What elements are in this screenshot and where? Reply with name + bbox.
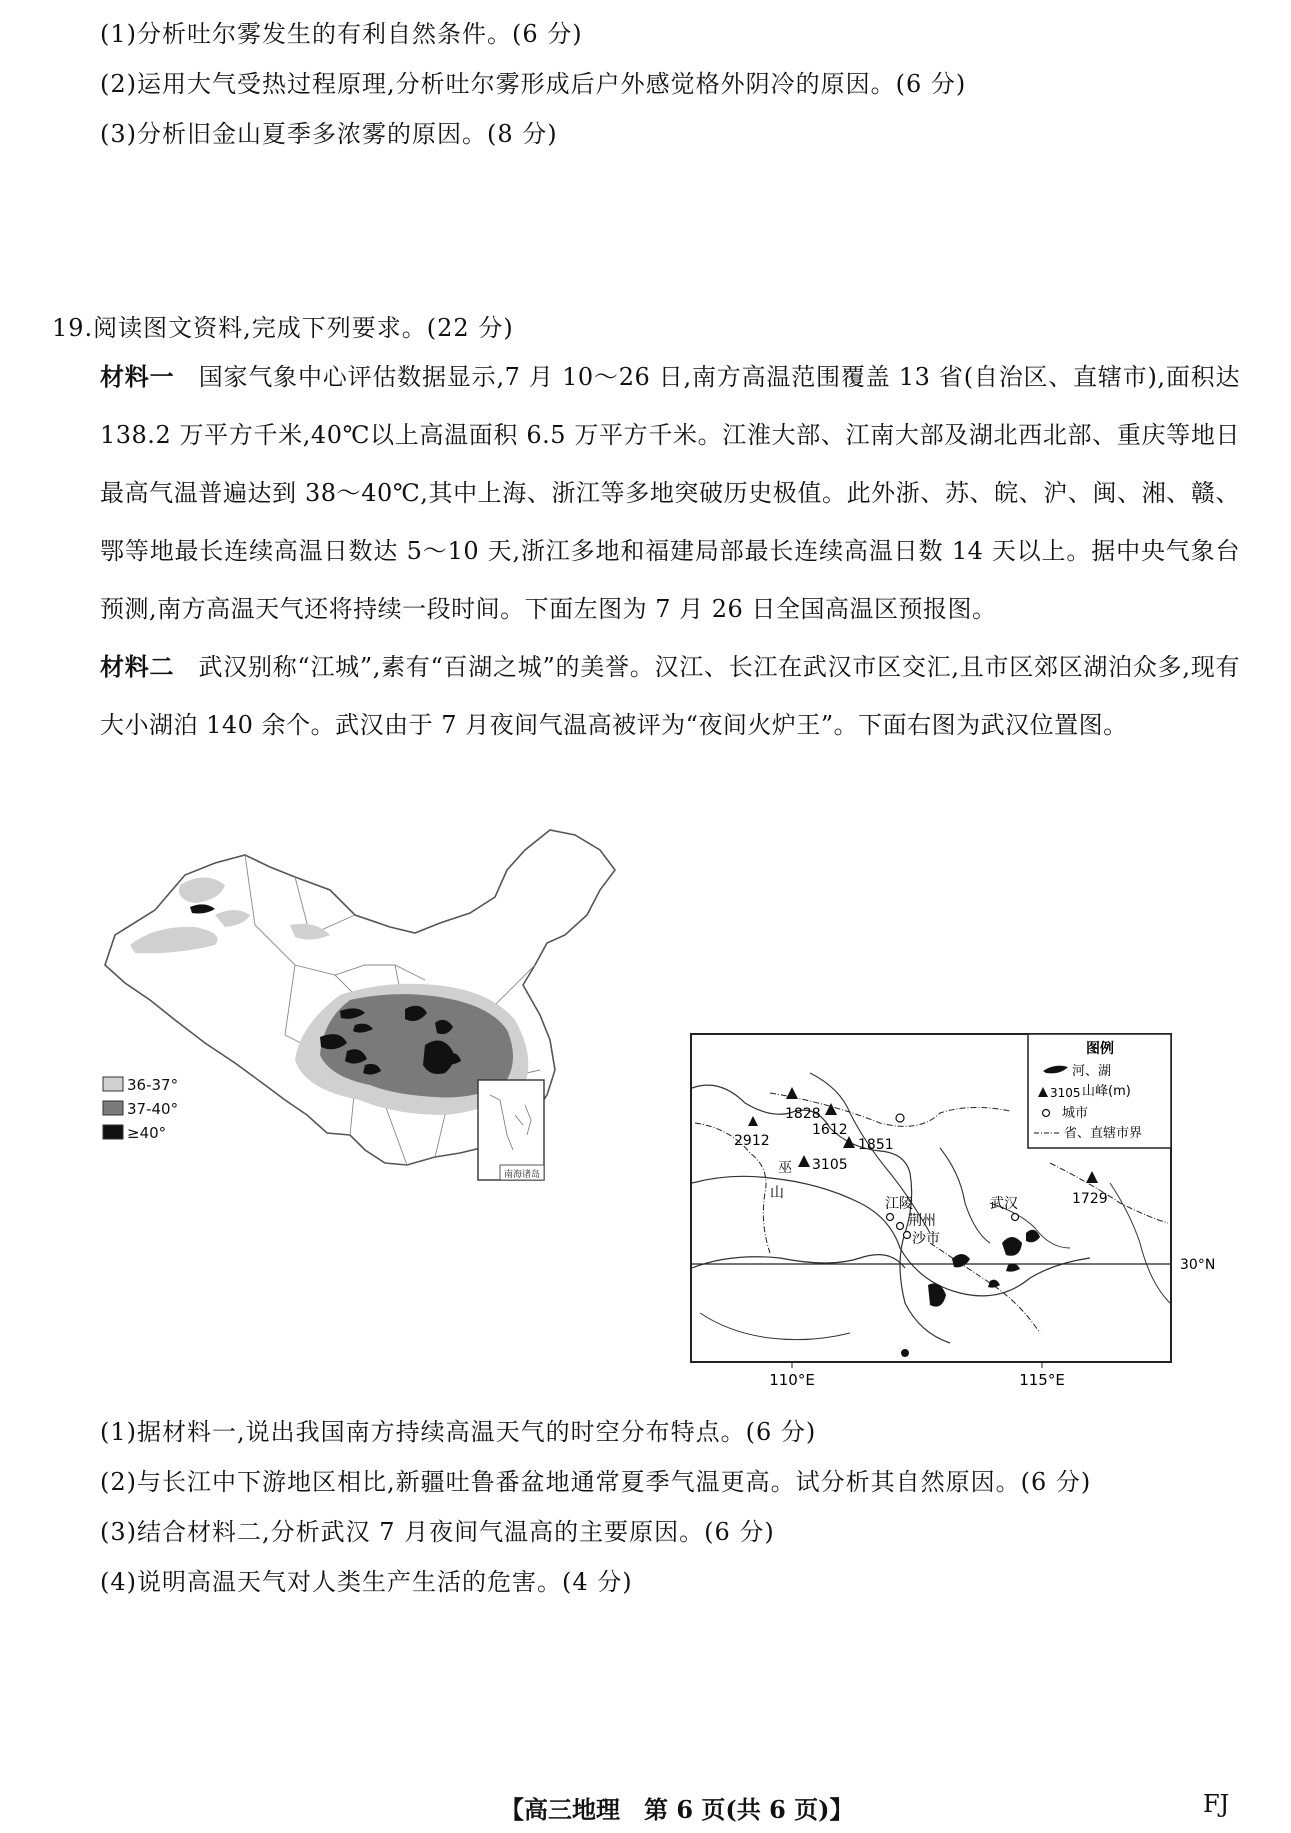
- material-1-text: 国家气象中心评估数据显示,7 月 10～26 日,南方高温范围覆盖 13 省(自治区、直辖市),面积达 138.2 万平方千米,40℃以上高温面积 6.5 万平方千米。江淮大部、江南大部及湖北西北部、重庆等地日最高气温普遍达到 38～40℃,其中上海、浙江等多地突破历史极值。此外浙、苏、皖、沪、闽、湘、赣、鄂等地最长连续高温日数达 5～10 天,浙江多地和福建局部最长连续高温日数 14 天以上。据中央气象台预测,南方高温天气还将持续一段时间。下面左图为 7 月 26 日全国高温区预报图。: [100, 363, 1240, 623]
- material-2-text: 武汉别称“江城”,素有“百湖之城”的美誉。汉江、长江在武汉市区交汇,且市区郊区湖泊众多,现有大小湖泊 140 余个。武汉由于 7 月夜间气温高被评为“夜间火炉王”。下面右图为武汉位置图。: [100, 653, 1241, 739]
- china-heat-map-svg: [95, 815, 655, 1205]
- legend-title: 图例: [1086, 1041, 1114, 1057]
- legend-item-city: 城市: [1062, 1106, 1089, 1121]
- city-marker: [1012, 1214, 1019, 1221]
- legend-label-1: 36-37°: [127, 1076, 179, 1094]
- peak-label-2912: 2912: [734, 1133, 770, 1149]
- prev-question-3: (3)分析旧金山夏季多浓雾的原因。(8 分): [100, 120, 558, 148]
- place-jingzhou: 荆州: [908, 1213, 936, 1229]
- inset-label: 南海诸岛: [503, 1170, 541, 1180]
- place-wuhan: 武汉: [990, 1196, 1018, 1212]
- legend-item-border: 省、直辖市界: [1064, 1126, 1143, 1141]
- wuhan-location-map: [690, 1033, 1220, 1403]
- legend-label-3: ≥40°: [127, 1124, 167, 1142]
- lat-label: 30°N: [1180, 1257, 1216, 1273]
- place-wu: 巫: [778, 1160, 792, 1176]
- material-2-label: 材料二: [100, 653, 175, 681]
- lon-label-115: 115°E: [1019, 1371, 1065, 1389]
- city-legend-icon: [1043, 1110, 1050, 1117]
- material-1: [100, 348, 1240, 638]
- peak-label-1612: 1612: [812, 1122, 848, 1138]
- peak-label-1828: 1828: [785, 1106, 821, 1122]
- q19-sub-1: (1)据材料一,说出我国南方持续高温天气的时空分布特点。(6 分): [100, 1418, 817, 1446]
- legend-item-peak: 山峰(m): [1082, 1084, 1131, 1099]
- place-shashi: 沙市: [912, 1231, 940, 1247]
- material-1-label: 材料一: [100, 363, 175, 391]
- city-marker: [897, 1223, 904, 1230]
- wuhan-map-svg: [690, 1033, 1220, 1403]
- place-jiangling: 江陵: [885, 1196, 913, 1212]
- peak-label-1851: 1851: [858, 1137, 894, 1153]
- lon-label-110: 110°E: [769, 1371, 815, 1389]
- city-marker: [904, 1232, 911, 1239]
- q19-header: 19.阅读图文资料,完成下列要求。(22 分): [52, 314, 514, 342]
- page-footer: 【高三地理 第 6 页(共 6 页)】: [500, 1795, 854, 1824]
- prev-question-2: (2)运用大气受热过程原理,分析吐尔雾形成后户外感觉格外阴冷的原因。(6 分): [100, 70, 967, 98]
- legend-item-river: 河、湖: [1072, 1064, 1112, 1079]
- city-marker: [896, 1114, 904, 1122]
- peak-label-1729: 1729: [1072, 1191, 1108, 1207]
- footer-code: FJ: [1203, 1790, 1230, 1818]
- legend-swatch-mid: [103, 1101, 123, 1115]
- material-2: [100, 638, 1240, 754]
- place-shan: 山: [770, 1185, 784, 1201]
- legend-peak-value: 3105: [1050, 1086, 1081, 1100]
- q19-sub-2: (2)与长江中下游地区相比,新疆吐鲁番盆地通常夏季气温更高。试分析其自然原因。(6 分): [100, 1468, 1092, 1496]
- china-heat-map: [95, 815, 655, 1205]
- q19-sub-4: (4)说明高温天气对人类生产生活的危害。(4 分): [100, 1568, 633, 1596]
- legend-label-2: 37-40°: [127, 1100, 179, 1118]
- peak-label-3105: 3105: [812, 1157, 848, 1173]
- legend-swatch-dark: [103, 1125, 123, 1139]
- city-marker: [887, 1214, 894, 1221]
- prev-question-1: (1)分析吐尔雾发生的有利自然条件。(6 分): [100, 20, 583, 48]
- legend-swatch-light: [103, 1077, 123, 1091]
- q19-sub-3: (3)结合材料二,分析武汉 7 月夜间气温高的主要原因。(6 分): [100, 1518, 775, 1546]
